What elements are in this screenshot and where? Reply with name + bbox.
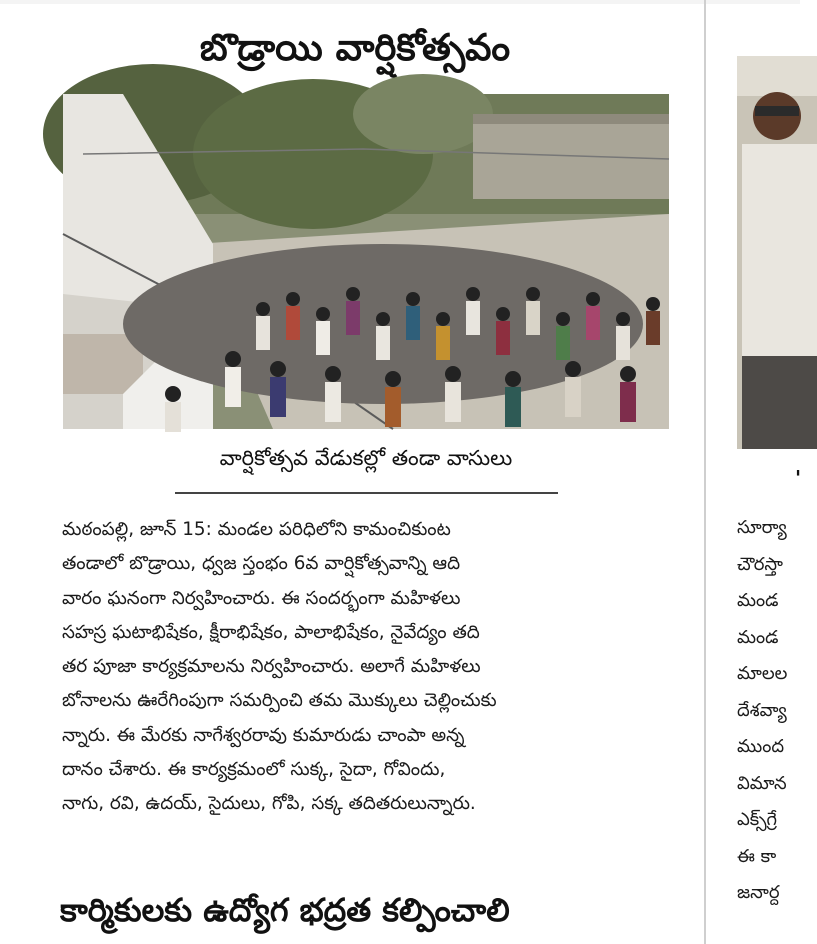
column-divider [704, 0, 706, 944]
adjacent-line: మండ [737, 626, 779, 648]
photo-caption: వార్షికోత్సవ వేడుకల్లో తండా వాసులు [219, 446, 513, 470]
article-body-line: దానం చేశారు. ఈ కార్యక్రమంలో సుక్క, సైదా, గోవిందు, [62, 759, 446, 781]
adjacent-photo [737, 56, 817, 449]
article-body-line: మఠంపల్లి, జూన్ 15: మండల పరిధిలోని కామంచికుంట [62, 519, 451, 540]
article-body-line: బోనాలను ఊరేగింపుగా సమర్పించి తమ మొక్కులు చెల్లించుకు [62, 690, 497, 712]
adjacent-line: మండ [737, 590, 779, 611]
adjacent-line: ముంద [737, 736, 785, 757]
article-photo [63, 94, 669, 429]
adjacent-line: ఈ కా [737, 845, 777, 867]
article-headline: బొడ్రాయి వార్షికోత్సవం [199, 26, 511, 69]
next-article-headline: కార్మికులకు ఉద్యోగ భద్రత కల్పించాలి [60, 891, 510, 929]
adjacent-body [737, 510, 807, 912]
caption-rule [175, 492, 558, 494]
article-body-line: నాగు, రవి, ఉదయ్, సైదులు, గోపి, సక్క తదితరులున్నారు. [62, 793, 476, 815]
adjacent-line: మాలల [737, 663, 788, 684]
article-body-line: తండాలో బొడ్రాయి, ధ్వజ స్తంభం 6వ వార్షికోత్సవాన్ని ఆది [62, 553, 461, 575]
adjacent-line: సూర్యా [737, 517, 787, 538]
adjacent-line: దేశవ్యా [737, 699, 787, 721]
adjacent-line: విమాన [737, 772, 787, 794]
article-body-line: వారం ఘనంగా నిర్వహించారు. ఈ సందర్భంగా మహిళలు [62, 587, 461, 609]
adjacent-mark: ' [795, 466, 802, 490]
article-body-line: సహస్ర ఘటాభిషేకం, క్షీరాభిషేకం, పాలాభిషేకం, నైవేద్యం తది [62, 621, 480, 643]
adjacent-line: చౌరస్తా [737, 553, 783, 575]
adjacent-line: జనార్ద [737, 882, 780, 903]
adjacent-line: ఎక్స్‌గ్రే [737, 809, 777, 830]
article-body [62, 513, 670, 822]
adjacent-article [707, 0, 800, 944]
article-body-line: న్నారు. ఈ మేరకు నాగేశ్వరరావు కుమారుడు చాంపా అన్న [62, 724, 465, 746]
article-body-line: తర పూజా కార్యక్రమాలను నిర్వహించారు. అలాగే మహిళలు [62, 656, 481, 678]
